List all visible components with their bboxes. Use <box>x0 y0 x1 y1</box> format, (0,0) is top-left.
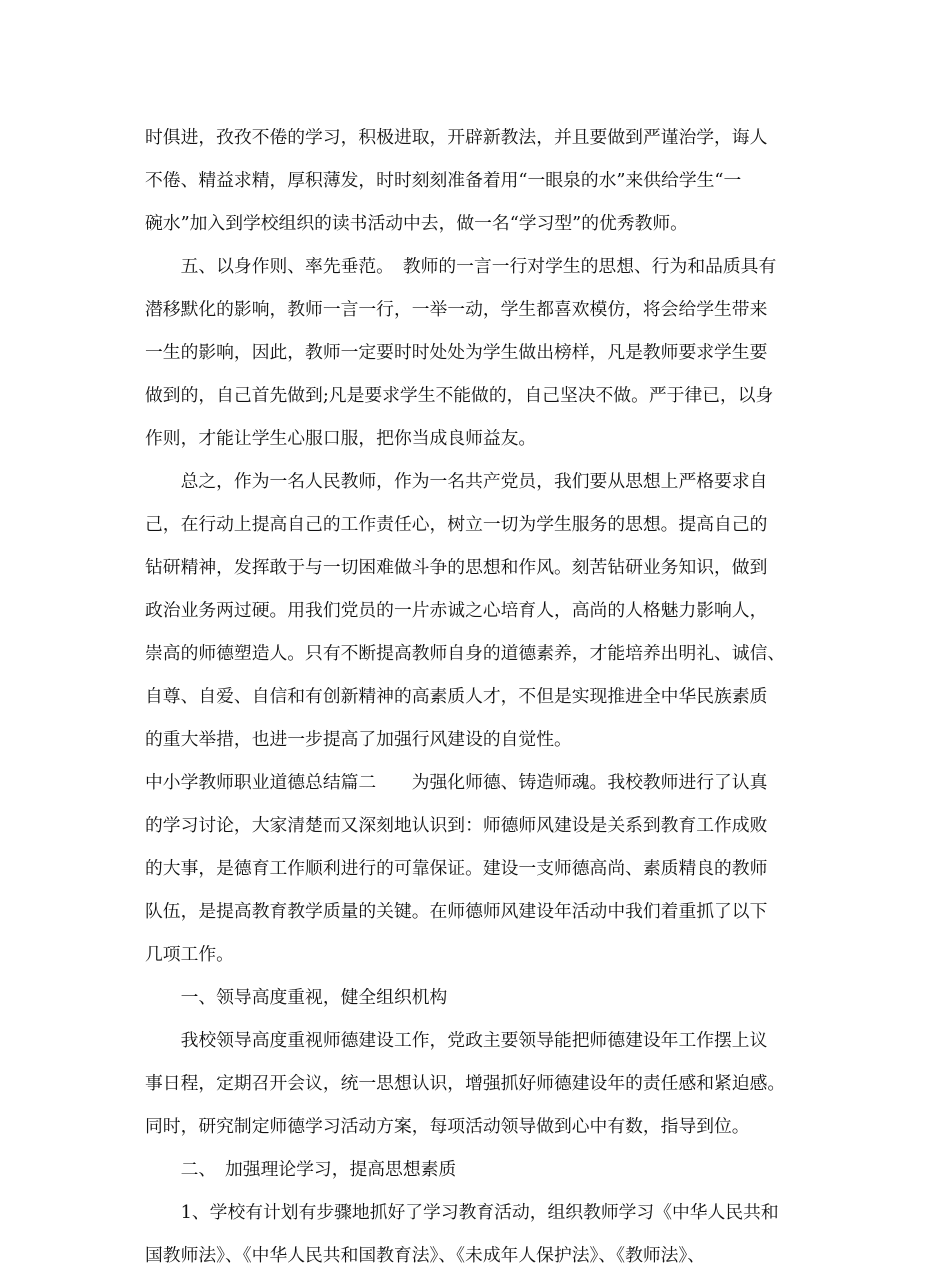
text-line: 崇高的师德塑造人。只有不断提高教师自身的道德素养，才能培养出明礼、诚信、 <box>145 643 786 664</box>
text-line: 我校领导高度重视师德建设工作，党政主要领导能把师德建设年工作摆上议 <box>145 1030 768 1051</box>
text-line: 不倦、精益求精，厚积薄发，时时刻刻准备着用“一眼泉的水”来供给学生“一 <box>145 170 742 191</box>
text-line: 总之，作为一名人民教师，作为一名共产党员，我们要从思想上严格要求自 <box>145 471 768 492</box>
text-line: 一生的影响，因此，教师一定要时时处处为学生做出榜样，凡是教师要求学生要 <box>145 342 768 363</box>
text-line: 时俱进，孜孜不倦的学习，积极进取，开辟新教法，并且要做到严谨治学，诲人 <box>145 127 768 148</box>
text-line: 自尊、自爱、自信和有创新精神的高素质人才，不但是实现推进全中华民族素质 <box>145 686 768 707</box>
text-line: 的学习讨论，大家清楚而又深刻地认识到：师德师风建设是关系到教育工作成败 <box>145 815 768 836</box>
text-line: 1、学校有计划有步骤地抓好了学习教育活动，组织教师学习《中华人民共和 <box>145 1202 779 1223</box>
text-line: 同时，研究制定师德学习活动方案，每项活动领导做到心中有数，指导到位。 <box>145 1116 750 1137</box>
text-line: 的重大举措，也进一步提高了加强行风建设的自觉性。 <box>145 729 572 750</box>
document-body <box>145 116 825 1277</box>
text-line: 五、以身作则、率先垂范。 教师的一言一行对学生的思想、行为和品质具有 <box>145 256 777 277</box>
text-line: 国教师法》、《中华人民共和国教育法》、《未成年人保护法》、《教师法》、 <box>145 1245 706 1266</box>
text-line: 潜移默化的影响，教师一言一行，一举一动，学生都喜欢模仿，将会给学生带来 <box>145 299 768 320</box>
section-heading-line: 中小学教师职业道德总结篇二 为强化师德、铸造师魂。我校教师进行了认真 <box>145 772 768 793</box>
text-line: 钻研精神，发挥敢于与一切困难做斗争的思想和作风。刻苦钻研业务知识，做到 <box>145 557 768 578</box>
text-line: 己，在行动上提高自己的工作责任心，树立一切为学生服务的思想。提高自己的 <box>145 514 768 535</box>
subheading-line: 一、领导高度重视，健全组织机构 <box>145 987 448 1008</box>
subheading-line: 二、 加强理论学习，提高思想素质 <box>145 1159 457 1180</box>
text-line: 政治业务两过硬。用我们党员的一片赤诚之心培育人，高尚的人格魅力影响人， <box>145 600 768 621</box>
text-line: 碗水”加入到学校组织的读书活动中去，做一名“学习型”的优秀教师。 <box>145 213 688 234</box>
text-line: 作则，才能让学生心服口服，把你当成良师益友。 <box>145 428 537 449</box>
text-line: 事日程，定期召开会议，统一思想认识，增强抓好师德建设年的责任感和紧迫感。 <box>145 1073 786 1094</box>
text-line: 几项工作。 <box>145 944 234 965</box>
text-line: 做到的，自己首先做到;凡是要求学生不能做的，自己坚决不做。严于律已，以身 <box>145 385 774 406</box>
text-line: 队伍，是提高教育教学质量的关键。在师德师风建设年活动中我们着重抓了以下 <box>145 901 768 922</box>
text-line: 的大事，是德育工作顺利进行的可靠保证。建设一支师德高尚、素质精良的教师 <box>145 858 768 879</box>
